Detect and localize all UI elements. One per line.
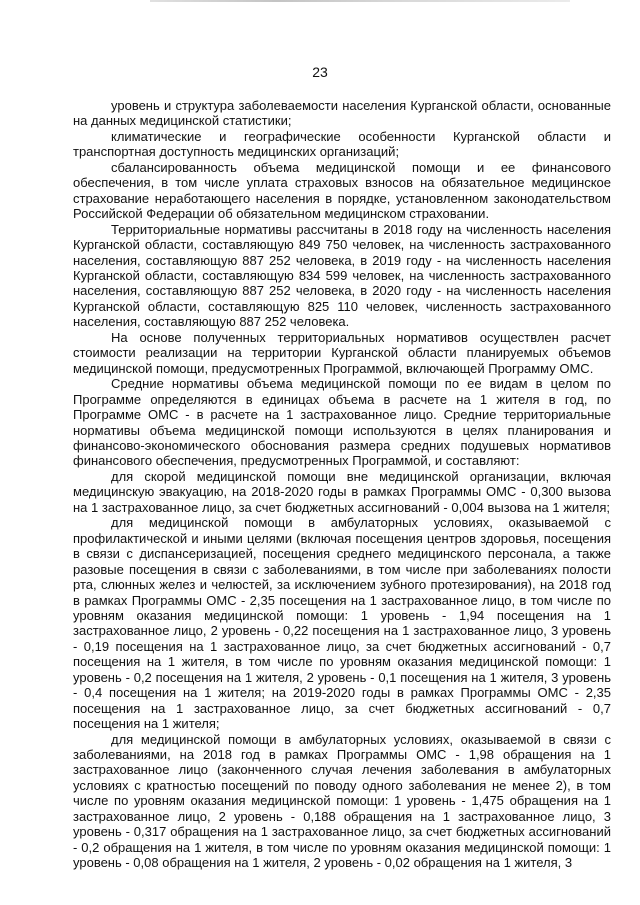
scan-artifact [150, 0, 570, 2]
paragraph-territorial-norms-population: Территориальные нормативы рассчитаны в 2018 году на численность населения Курганской области, составляющую 849 750 человек, на численность застрахованного населения, составляющую 887 252 человека, в 2019 году - на численность населения Курганской области, составляющую 834 599 человек, на численность застрахованного населения, составляющую 887 252 человека, в 2020 году - на численность населения Курганской области, составляющую 825 110 человек, численность застрахованного населения, составляющую 887 252 человека. [73, 221, 611, 330]
paragraph-structure-of-morbidity: уровень и структура заболеваемости населения Курганской области, основанные на данных медицинской статистики; [73, 98, 611, 129]
paragraph-outpatient-diseases: для медицинской помощи в амбулаторных условиях, оказываемой в связи с заболеваниями, на 2018 год в рамках Программы ОМС - 1,98 обращения на 1 застрахованное лицо (законченного случая лечения заболевания в амбулаторных условиях с кратностью посещений по поводу одного заболевания не менее 2), в том числе по уровням оказания медицинской помощи: 1 уровень - 1,475 обращения на 1 застрахованное лицо, 2 уровень - 0,188 обращения на 1 застрахованное лицо, 3 уровень - 0,317 обращения на 1 застрахованное лицо, за счет бюджетных ассигнований - 0,2 обращения на 1 жителя, в том числе по уровням оказания медицинской помощи: 1 уровень - 0,08 обращения на 1 жителя, 2 уровень - 0,02 обращения на 1 жителя, 3 [73, 731, 611, 871]
paragraph-cost-calculation: На основе полученных территориальных нормативов осуществлен расчет стоимости реализации на территории Курганской области планируемых объемов медицинской помощи, предусмотренных Программой, включающей Программу ОМС. [73, 329, 611, 376]
paragraph-climate-geography: климатические и географические особенности Курганской области и транспортная доступность медицинских организаций; [73, 128, 611, 160]
page-number: 23 [312, 64, 328, 80]
paragraph-emergency-care: для скорой медицинской помощи вне медицинской организации, включая медицинскую эвакуацию, на 2018-2020 годы в рамках Программы ОМС - 0,300 вызова на 1 застрахованное лицо, за счет бюджетных ассигнований - 0,004 вызова на 1 жителя; [73, 468, 611, 515]
document-body [73, 98, 611, 871]
paragraph-balance-financing: сбалансированность объема медицинской помощи и ее финансового обеспечения, в том числе уплата страховых взносов на обязательное медицинское страхование неработающего населения в порядке, установленном законодательством Российской Федерации об обязательном медицинском страховании. [73, 159, 611, 222]
paragraph-average-norms: Средние нормативы объема медицинской помощи по ее видам в целом по Программе определяются в единицах объема в расчете на 1 жителя в год, по Программе ОМС - в расчете на 1 застрахованное лицо. Средние территориальные нормативы объема медицинской помощи используются в целях планирования и финансово-экономического обоснования размера средних подушевых нормативов финансового обеспечения, предусмотренных Программой, и составляют: [73, 376, 611, 469]
paragraph-outpatient-preventive: для медицинской помощи в амбулаторных условиях, оказываемой с профилактической и иными целями (включая посещения центров здоровья, посещения в связи с диспансеризацией, посещения среднего медицинского персонала, а также разовые посещения в связи с заболеваниями, в том числе при заболеваниях полости рта, слюнных желез и челюстей, за исключением зубного протезирования), на 2018 год в рамках Программы ОМС - 2,35 посещения на 1 застрахованное лицо, в том числе по уровням оказания медицинской помощи: 1 уровень - 1,94 посещения на 1 застрахованное лицо, 2 уровень - 0,22 посещения на 1 застрахованное лицо, 3 уровень - 0,19 посещения на 1 застрахованное лицо, за счет бюджетных ассигнований - 0,7 посещения на 1 жителя, в том числе по уровням оказания медицинской помощи: 1 уровень - 0,2 посещения на 1 жителя, 2 уровень - 0,1 посещения на 1 жителя, 3 уровень - 0,4 посещения на 1 жителя; на 2019-2020 годы в рамках Программы ОМС - 2,35 посещения на 1 застрахованное лицо, за счет бюджетных ассигнований - 0,7 посещения на 1 жителя; [73, 515, 611, 732]
